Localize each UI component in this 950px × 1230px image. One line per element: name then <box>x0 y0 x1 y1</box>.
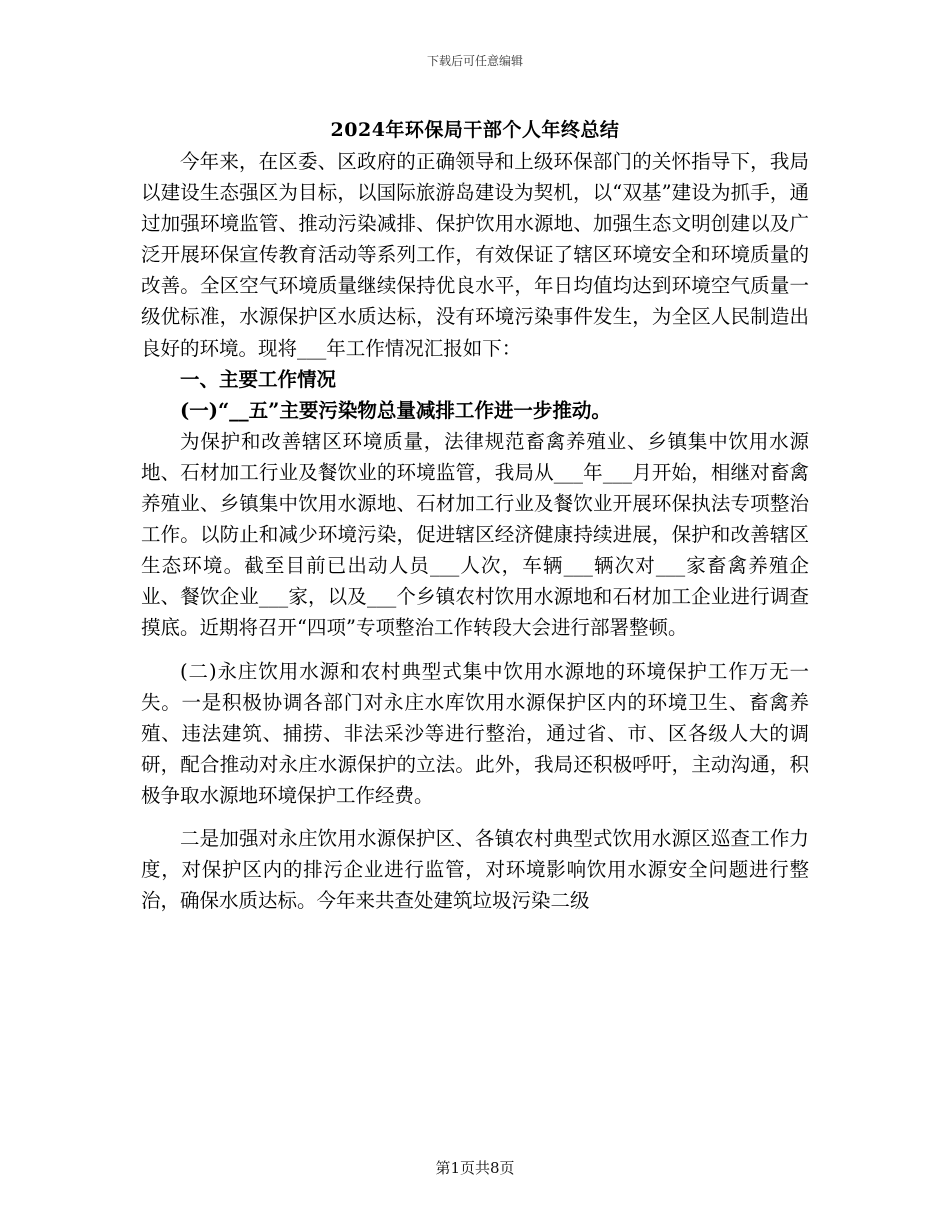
subsection-heading: (一)“__五”主要污染物总量减排工作进一步推动。 <box>180 398 611 422</box>
body-paragraph: (二)永庄饮用水源和农村典型式集中饮用水源地的环境保护工作万无一失。一是积极协调各部门对永庄水库饮用水源保护区内的环境卫生、畜禽养殖、违法建筑、捕捞、非法采沙等进行整治，通过省、市、区各级人大的调研，配合推动对永庄水源保护的立法。此外，我局还积极呼吁，主动沟通，积极争取水源地环境保护工作经费。 <box>141 659 809 807</box>
document-title: 2024年环保局干部个人年终总结 <box>330 119 620 141</box>
page-header-note: 下载后可任意编辑 <box>426 54 523 68</box>
document-body <box>141 146 809 916</box>
body-paragraph: 为保护和改善辖区环境质量，法律规范畜禽养殖业、乡镇集中饮用水源地、石材加工行业及餐饮业的环境监管，我局从___年___月开始，相继对畜禽养殖业、乡镇集中饮用水源地、石材加工行业及餐饮业开展环保执法专项整治工作。以防止和减少环境污染，促进辖区经济健康持续进展，保护和改善辖区生态环境。截至目前已出动人员___人次，车辆___辆次对___家畜禽养殖企业、餐饮企业___家，以及___个乡镇农村饮用水源地和石材加工企业进行调查摸底。近期将召开“四项”专项整治工作转段大会进行部署整顿。 <box>141 429 809 640</box>
section-heading: 一、主要工作情况 <box>180 367 337 391</box>
intro-paragraph: 今年来，在区委、区政府的正确领导和上级环保部门的关怀指导下，我局以建设生态强区为目标，以国际旅游岛建设为契机，以“双基”建设为抓手，通过加强环境监管、推动污染减排、保护饮用水源地、加强生态文明创建以及广泛开展环保宣传教育活动等系列工作，有效保证了辖区环境安全和环境质量的改善。全区空气环境质量继续保持优良水平，年日均值均达到环境空气质量一级优标准，水源保护区水质达标，没有环境污染事件发生，为全区人民制造出良好的环境。现将___年工作情况汇报如下： <box>141 150 809 360</box>
body-paragraph: 二是加强对永庄饮用水源保护区、各镇农村典型式饮用水源区巡查工作力度，对保护区内的排污企业进行监管，对环境影响饮用水源安全问题进行整治，确保水质达标。今年来共查处建筑垃圾污染二级 <box>141 826 809 913</box>
page-number-footer: 第1页共8页 <box>435 1159 515 1177</box>
